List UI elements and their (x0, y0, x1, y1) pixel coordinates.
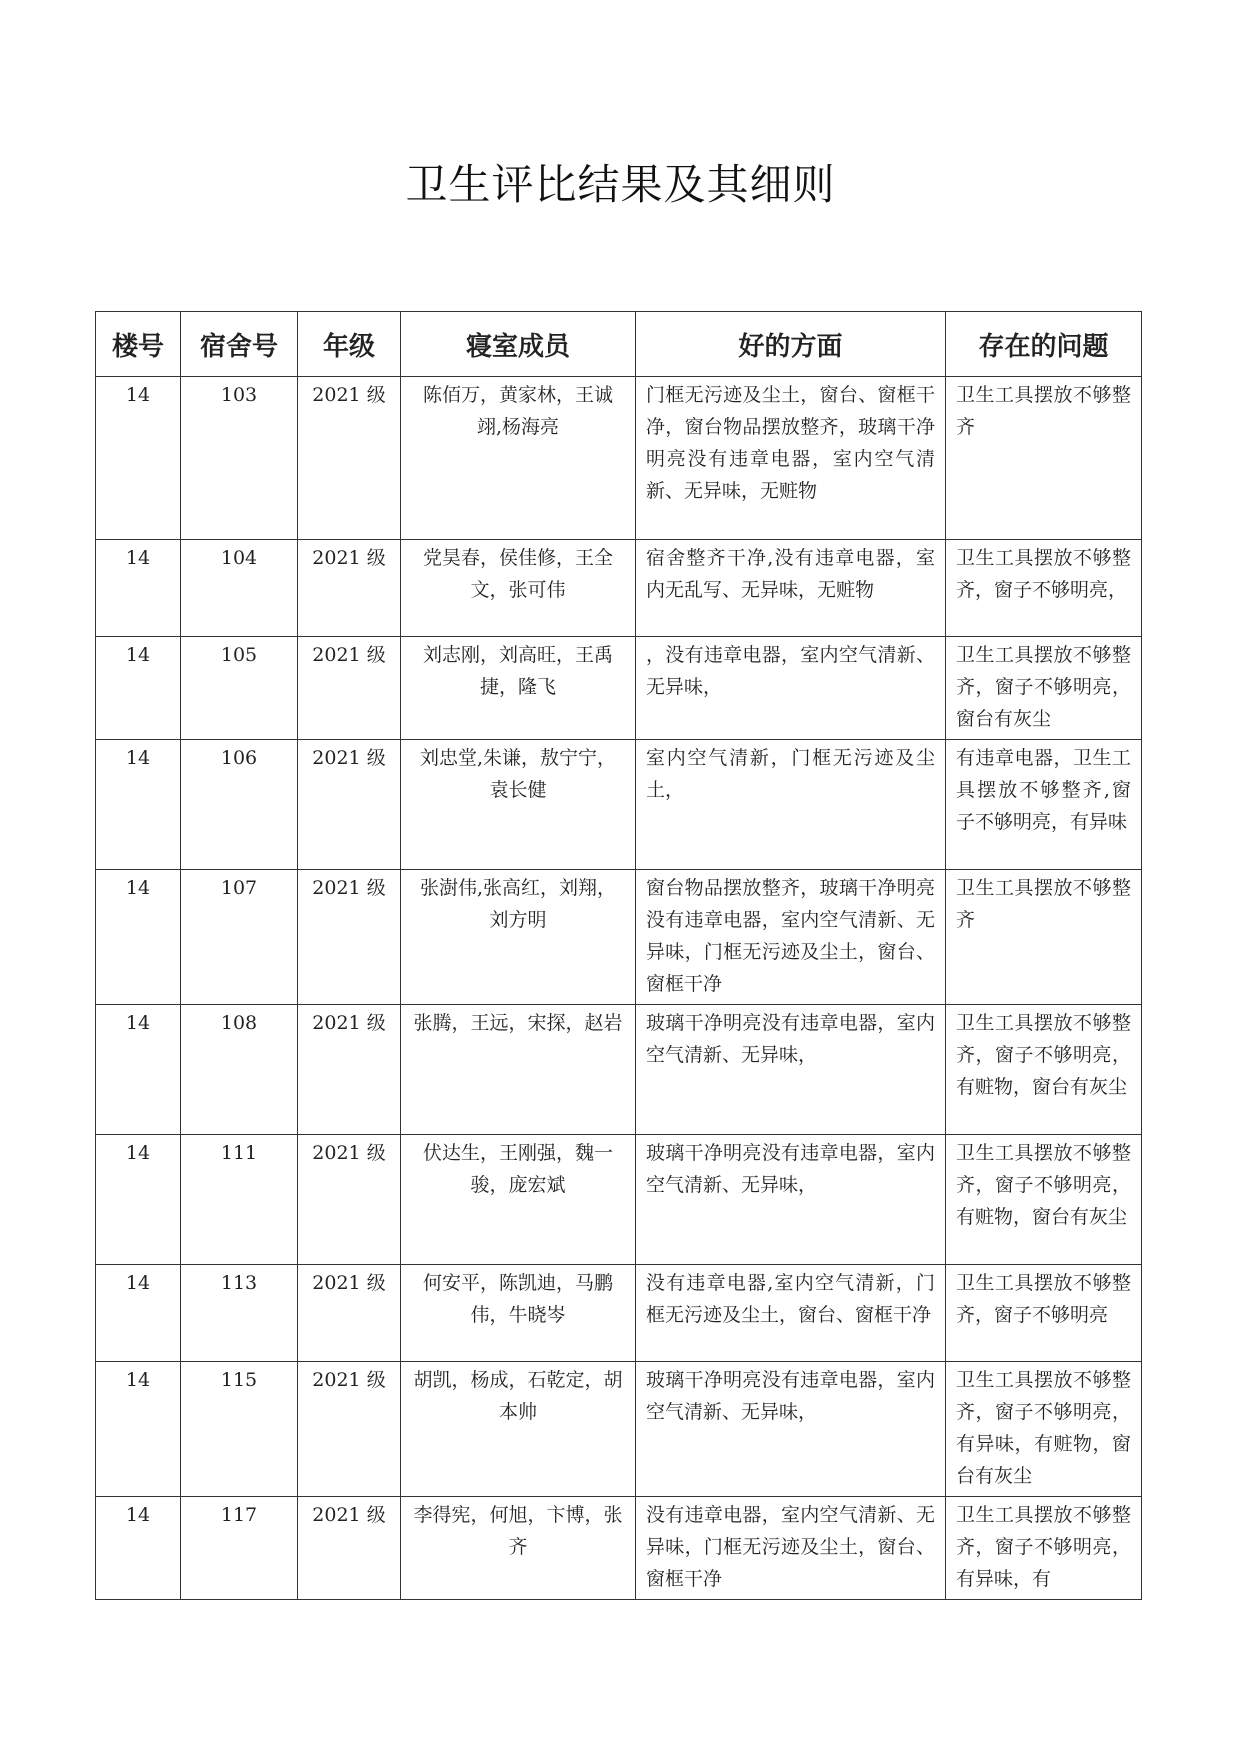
document-title: 卫生评比结果及其细则 (405, 160, 836, 209)
table-body (96, 377, 1142, 1600)
cell-members: 刘忠堂,朱谦，敖宁宁，袁长健 (401, 740, 636, 870)
cell-room: 106 (181, 740, 298, 870)
cell-grade: 2021 级 (298, 740, 401, 870)
cell-room: 105 (181, 637, 298, 740)
cell-problems: 有违章电器，卫生工具摆放不够整齐,窗子不够明亮，有异味 (946, 740, 1142, 870)
header-building: 楼号 (96, 312, 181, 377)
cell-problems: 卫生工具摆放不够整齐 (946, 377, 1142, 540)
cell-good: 没有违章电器，室内空气清新、无异味，门框无污迹及尘土，窗台、窗框干净 (636, 1497, 946, 1600)
cell-problems: 卫生工具摆放不够整齐，窗子不够明亮 (946, 1265, 1142, 1362)
header-problems: 存在的问题 (946, 312, 1142, 377)
cell-building: 14 (96, 1005, 181, 1135)
cell-grade: 2021 级 (298, 377, 401, 540)
cell-members: 党昊春，侯佳修，王全文，张可伟 (401, 540, 636, 637)
table-row (96, 740, 1142, 870)
table-row (96, 1265, 1142, 1362)
cell-room: 117 (181, 1497, 298, 1600)
cell-members: 刘志刚，刘高旺，王禹捷，隆飞 (401, 637, 636, 740)
cell-grade: 2021 级 (298, 1005, 401, 1135)
cell-members: 张澍伟,张高红，刘翔，刘方明 (401, 870, 636, 1005)
table-row (96, 540, 1142, 637)
table-row (96, 1362, 1142, 1497)
cell-room: 103 (181, 377, 298, 540)
cell-good: 玻璃干净明亮没有违章电器，室内空气清新、无异味， (636, 1135, 946, 1265)
cell-room: 104 (181, 540, 298, 637)
cell-members: 陈佰万，黄家林，王诚翊,杨海亮 (401, 377, 636, 540)
cell-good: 室内空气清新，门框无污迹及尘土， (636, 740, 946, 870)
header-good: 好的方面 (636, 312, 946, 377)
cell-grade: 2021 级 (298, 1135, 401, 1265)
cell-building: 14 (96, 870, 181, 1005)
cell-building: 14 (96, 637, 181, 740)
cell-good: 玻璃干净明亮没有违章电器，室内空气清新、无异味， (636, 1362, 946, 1497)
cell-room: 108 (181, 1005, 298, 1135)
table-row (96, 377, 1142, 540)
cell-grade: 2021 级 (298, 1497, 401, 1600)
cell-members: 李得宪，何旭，卞博，张齐 (401, 1497, 636, 1600)
cell-room: 115 (181, 1362, 298, 1497)
cell-building: 14 (96, 1362, 181, 1497)
table-header (96, 312, 1142, 377)
cell-good: ，没有违章电器，室内空气清新、无异味， (636, 637, 946, 740)
cell-problems: 卫生工具摆放不够整齐，窗子不够明亮，有异味，有 (946, 1497, 1142, 1600)
cell-problems: 卫生工具摆放不够整齐，窗子不够明亮，有异味，有赃物，窗台有灰尘 (946, 1362, 1142, 1497)
cell-good: 门框无污迹及尘土，窗台、窗框干净，窗台物品摆放整齐，玻璃干净明亮没有违章电器，室内空气清新、无异味，无赃物 (636, 377, 946, 540)
cell-grade: 2021 级 (298, 870, 401, 1005)
cell-problems: 卫生工具摆放不够整齐，窗子不够明亮，窗台有灰尘 (946, 637, 1142, 740)
table-row (96, 1005, 1142, 1135)
header-row (96, 312, 1142, 377)
cell-building: 14 (96, 1265, 181, 1362)
cell-building: 14 (96, 1135, 181, 1265)
header-members: 寝室成员 (401, 312, 636, 377)
cell-grade: 2021 级 (298, 540, 401, 637)
cell-building: 14 (96, 740, 181, 870)
header-room: 宿舍号 (181, 312, 298, 377)
cell-good: 没有违章电器,室内空气清新，门框无污迹及尘土，窗台、窗框干净 (636, 1265, 946, 1362)
cell-problems: 卫生工具摆放不够整齐，窗子不够明亮，有赃物，窗台有灰尘 (946, 1005, 1142, 1135)
hygiene-results-table (95, 311, 1142, 1600)
table-row (96, 1135, 1142, 1265)
cell-building: 14 (96, 1497, 181, 1600)
table-row (96, 1497, 1142, 1600)
cell-grade: 2021 级 (298, 637, 401, 740)
cell-room: 111 (181, 1135, 298, 1265)
cell-members: 张腾，王远，宋探，赵岩 (401, 1005, 636, 1135)
cell-good: 宿舍整齐干净,没有违章电器，室内无乱写、无异味，无赃物 (636, 540, 946, 637)
cell-room: 113 (181, 1265, 298, 1362)
header-grade: 年级 (298, 312, 401, 377)
cell-members: 何安平，陈凯迪，马鹏伟，牛晓岑 (401, 1265, 636, 1362)
cell-members: 伏达生，王刚强，魏一骏，庞宏斌 (401, 1135, 636, 1265)
cell-building: 14 (96, 540, 181, 637)
cell-problems: 卫生工具摆放不够整齐，窗子不够明亮， (946, 540, 1142, 637)
table-row (96, 637, 1142, 740)
cell-problems: 卫生工具摆放不够整齐 (946, 870, 1142, 1005)
cell-good: 玻璃干净明亮没有违章电器，室内空气清新、无异味， (636, 1005, 946, 1135)
cell-members: 胡凯，杨成，石乾定，胡本帅 (401, 1362, 636, 1497)
cell-room: 107 (181, 870, 298, 1005)
cell-grade: 2021 级 (298, 1362, 401, 1497)
cell-grade: 2021 级 (298, 1265, 401, 1362)
cell-problems: 卫生工具摆放不够整齐，窗子不够明亮，有赃物，窗台有灰尘 (946, 1135, 1142, 1265)
cell-building: 14 (96, 377, 181, 540)
table-row (96, 870, 1142, 1005)
cell-good: 窗台物品摆放整齐，玻璃干净明亮没有违章电器，室内空气清新、无异味，门框无污迹及尘土，窗台、窗框干净 (636, 870, 946, 1005)
